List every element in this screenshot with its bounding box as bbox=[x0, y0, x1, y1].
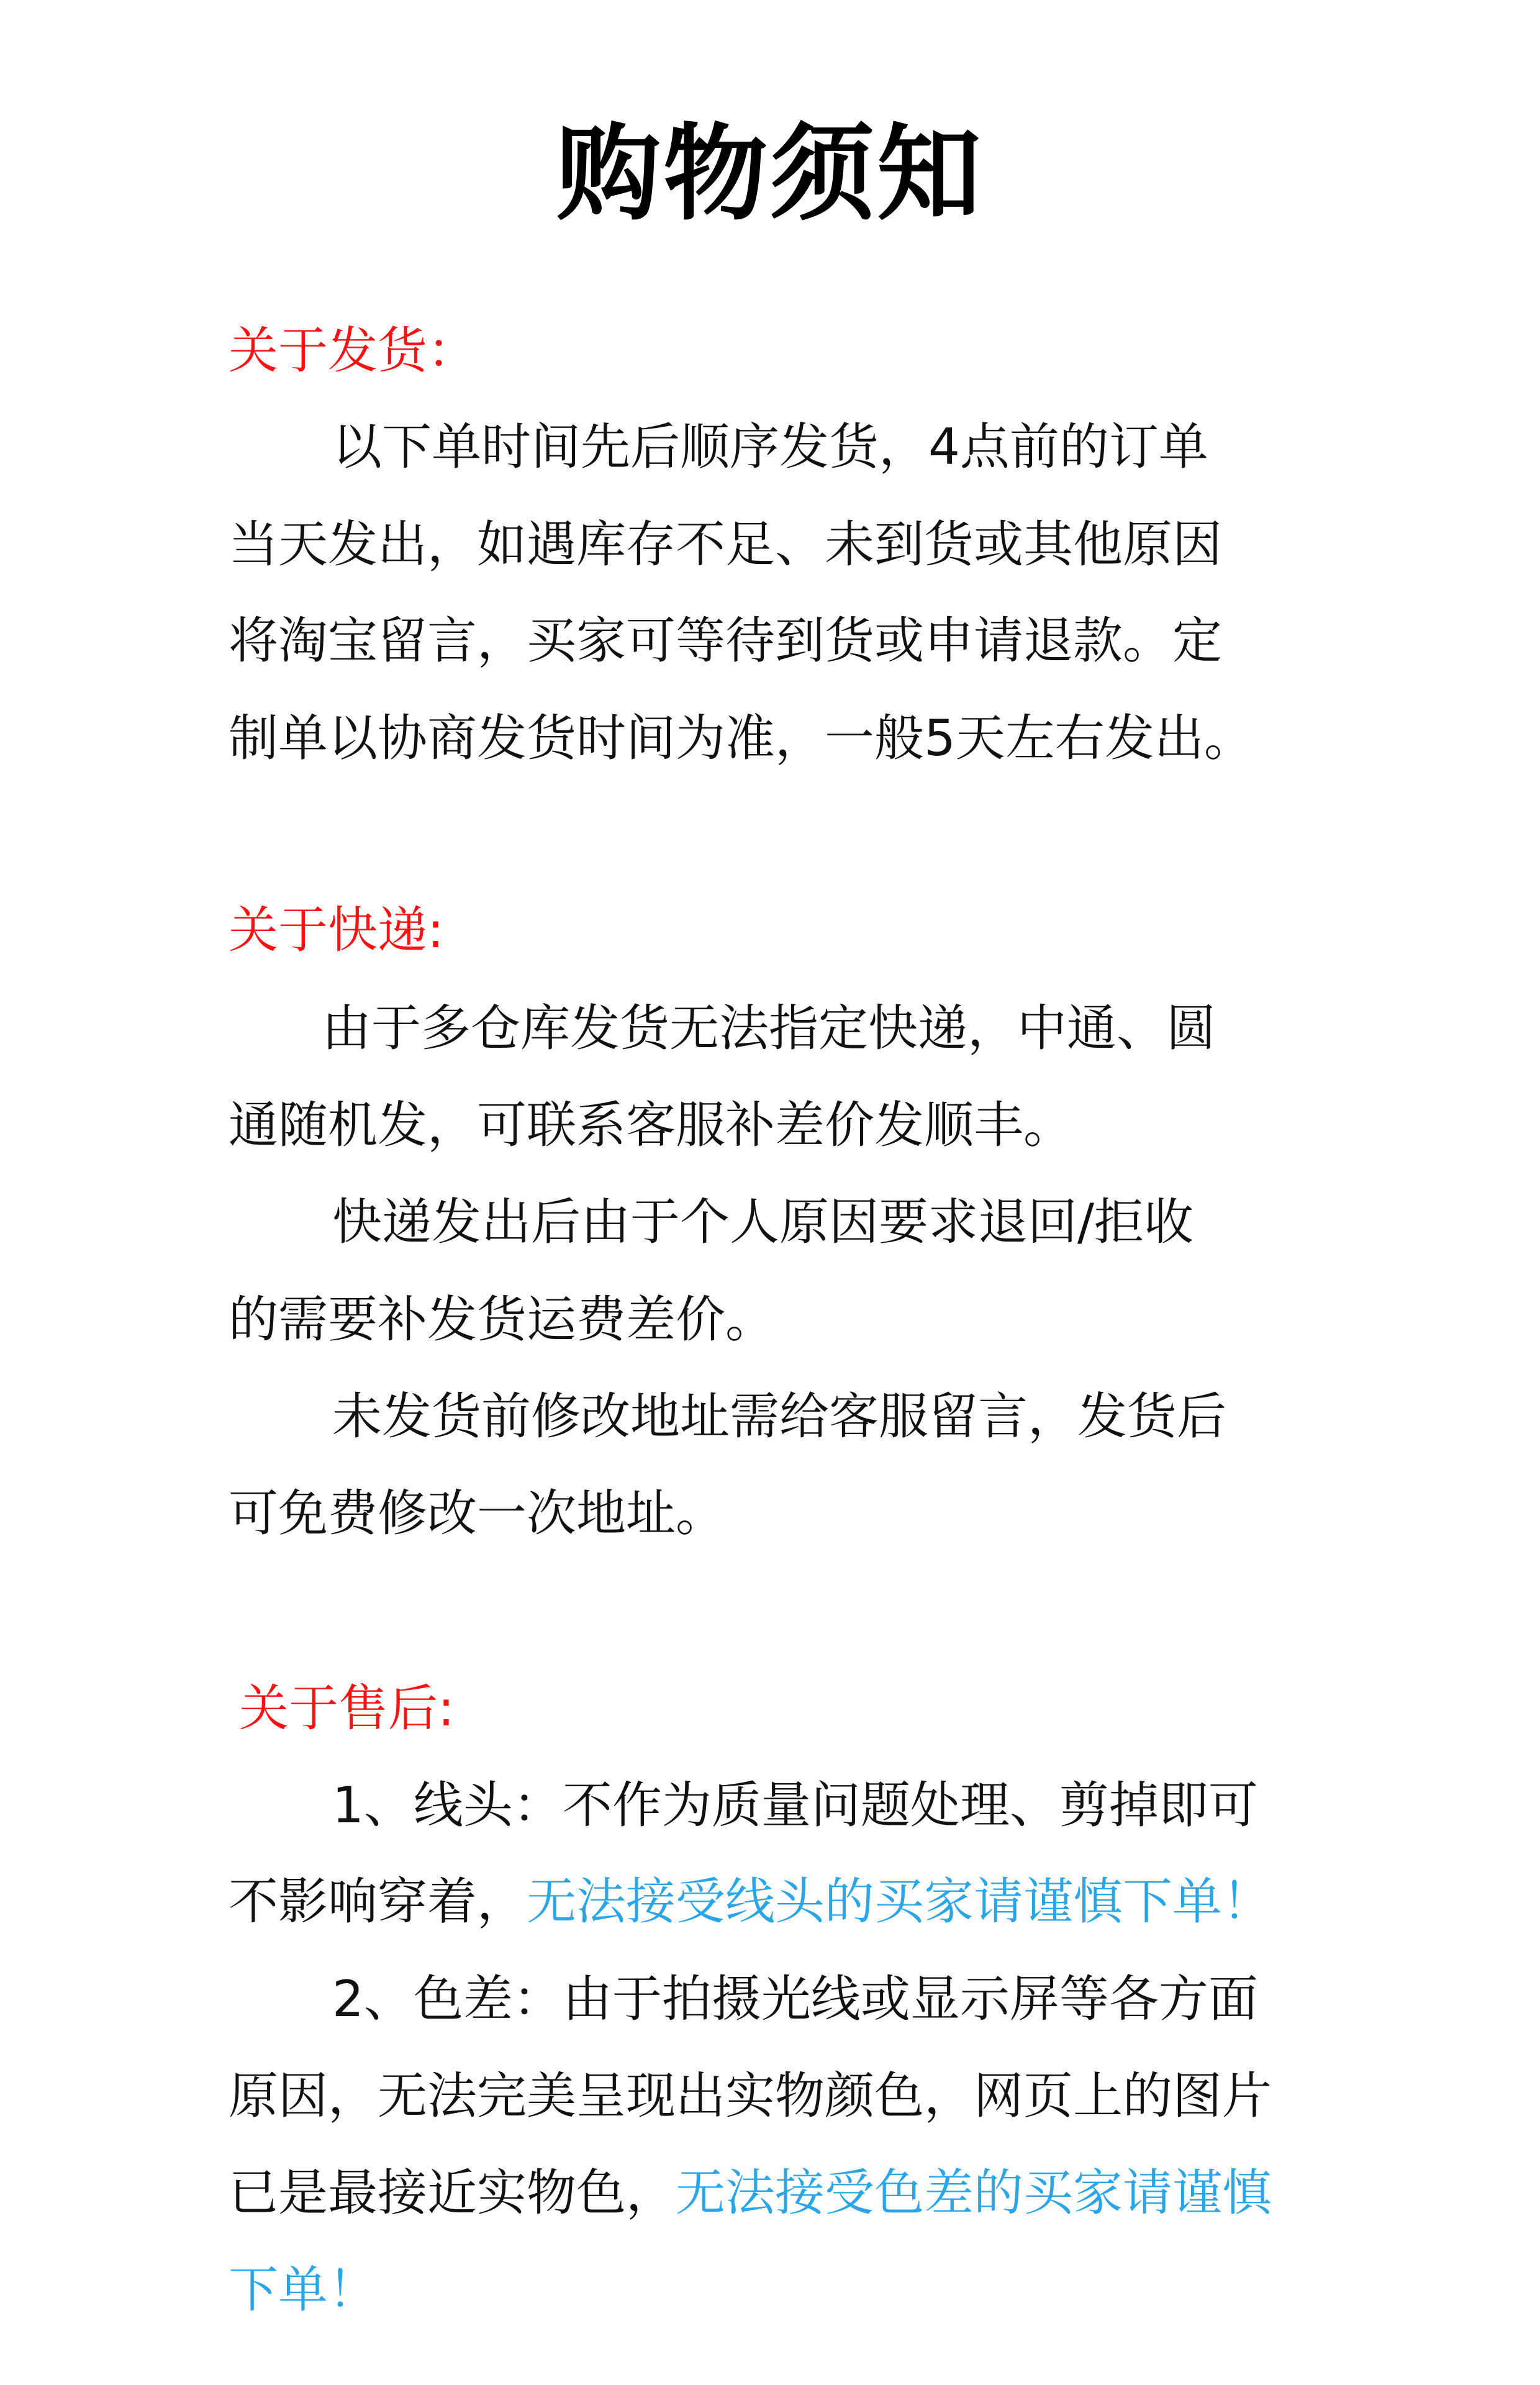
after-sales-line-6: 下单！ bbox=[229, 2261, 378, 2319]
section-heading-shipping: 关于发货： bbox=[229, 322, 477, 379]
after-sales-line-5 bbox=[229, 2159, 1272, 2227]
page-title: 购物须知 bbox=[556, 113, 984, 235]
after-sales-line-5-text: 已是最接近实物色， bbox=[229, 2164, 676, 2222]
after-sales-line-4: 原因，无法完美呈现出实物颜色，网页上的图片 bbox=[229, 2067, 1272, 2125]
after-sales-line-2-text: 不影响穿着， bbox=[229, 1873, 527, 1930]
after-sales-line-2 bbox=[229, 1868, 1272, 1936]
section-heading-after-sales: 关于售后: bbox=[239, 1679, 455, 1737]
after-sales-line-1: 1、线头：不作为质量问题处理、剪掉即可 bbox=[332, 1776, 1258, 1834]
after-sales-line-3: 2、色差：由于拍摄光线或显示屏等各方面 bbox=[332, 1970, 1258, 2028]
express-line-6: 可免费修改一次地址。 bbox=[229, 1484, 725, 1542]
express-line-5: 未发货前修改地址需给客服留言，发货后 bbox=[332, 1388, 1226, 1445]
thread-warning-highlight: 无法接受线头的买家请谨慎下单！ bbox=[527, 1873, 1272, 1930]
express-line-1: 由于多仓库发货无法指定快递，中通、圆 bbox=[322, 999, 1216, 1057]
shipping-line-2: 当天发出，如遇库存不足、未到货或其他原因 bbox=[229, 516, 1222, 573]
shipping-line-3: 将淘宝留言，买家可等待到货或申请退款。定 bbox=[229, 612, 1222, 670]
express-line-2: 通随机发，可联系客服补差价发顺丰。 bbox=[229, 1096, 1073, 1154]
express-line-4: 的需要补发货运费差价。 bbox=[229, 1291, 775, 1348]
express-line-3: 快递发出后由于个人原因要求退回/拒收 bbox=[332, 1193, 1194, 1251]
shipping-line-4: 制单以协商发货时间为准，一般5天左右发出。 bbox=[229, 709, 1254, 767]
color-warning-highlight: 无法接受色差的买家请谨慎 bbox=[676, 2164, 1272, 2222]
section-heading-express: 关于快递: bbox=[229, 901, 444, 959]
shipping-line-1: 以下单时间先后顺序发货，4点前的订单 bbox=[332, 418, 1208, 476]
